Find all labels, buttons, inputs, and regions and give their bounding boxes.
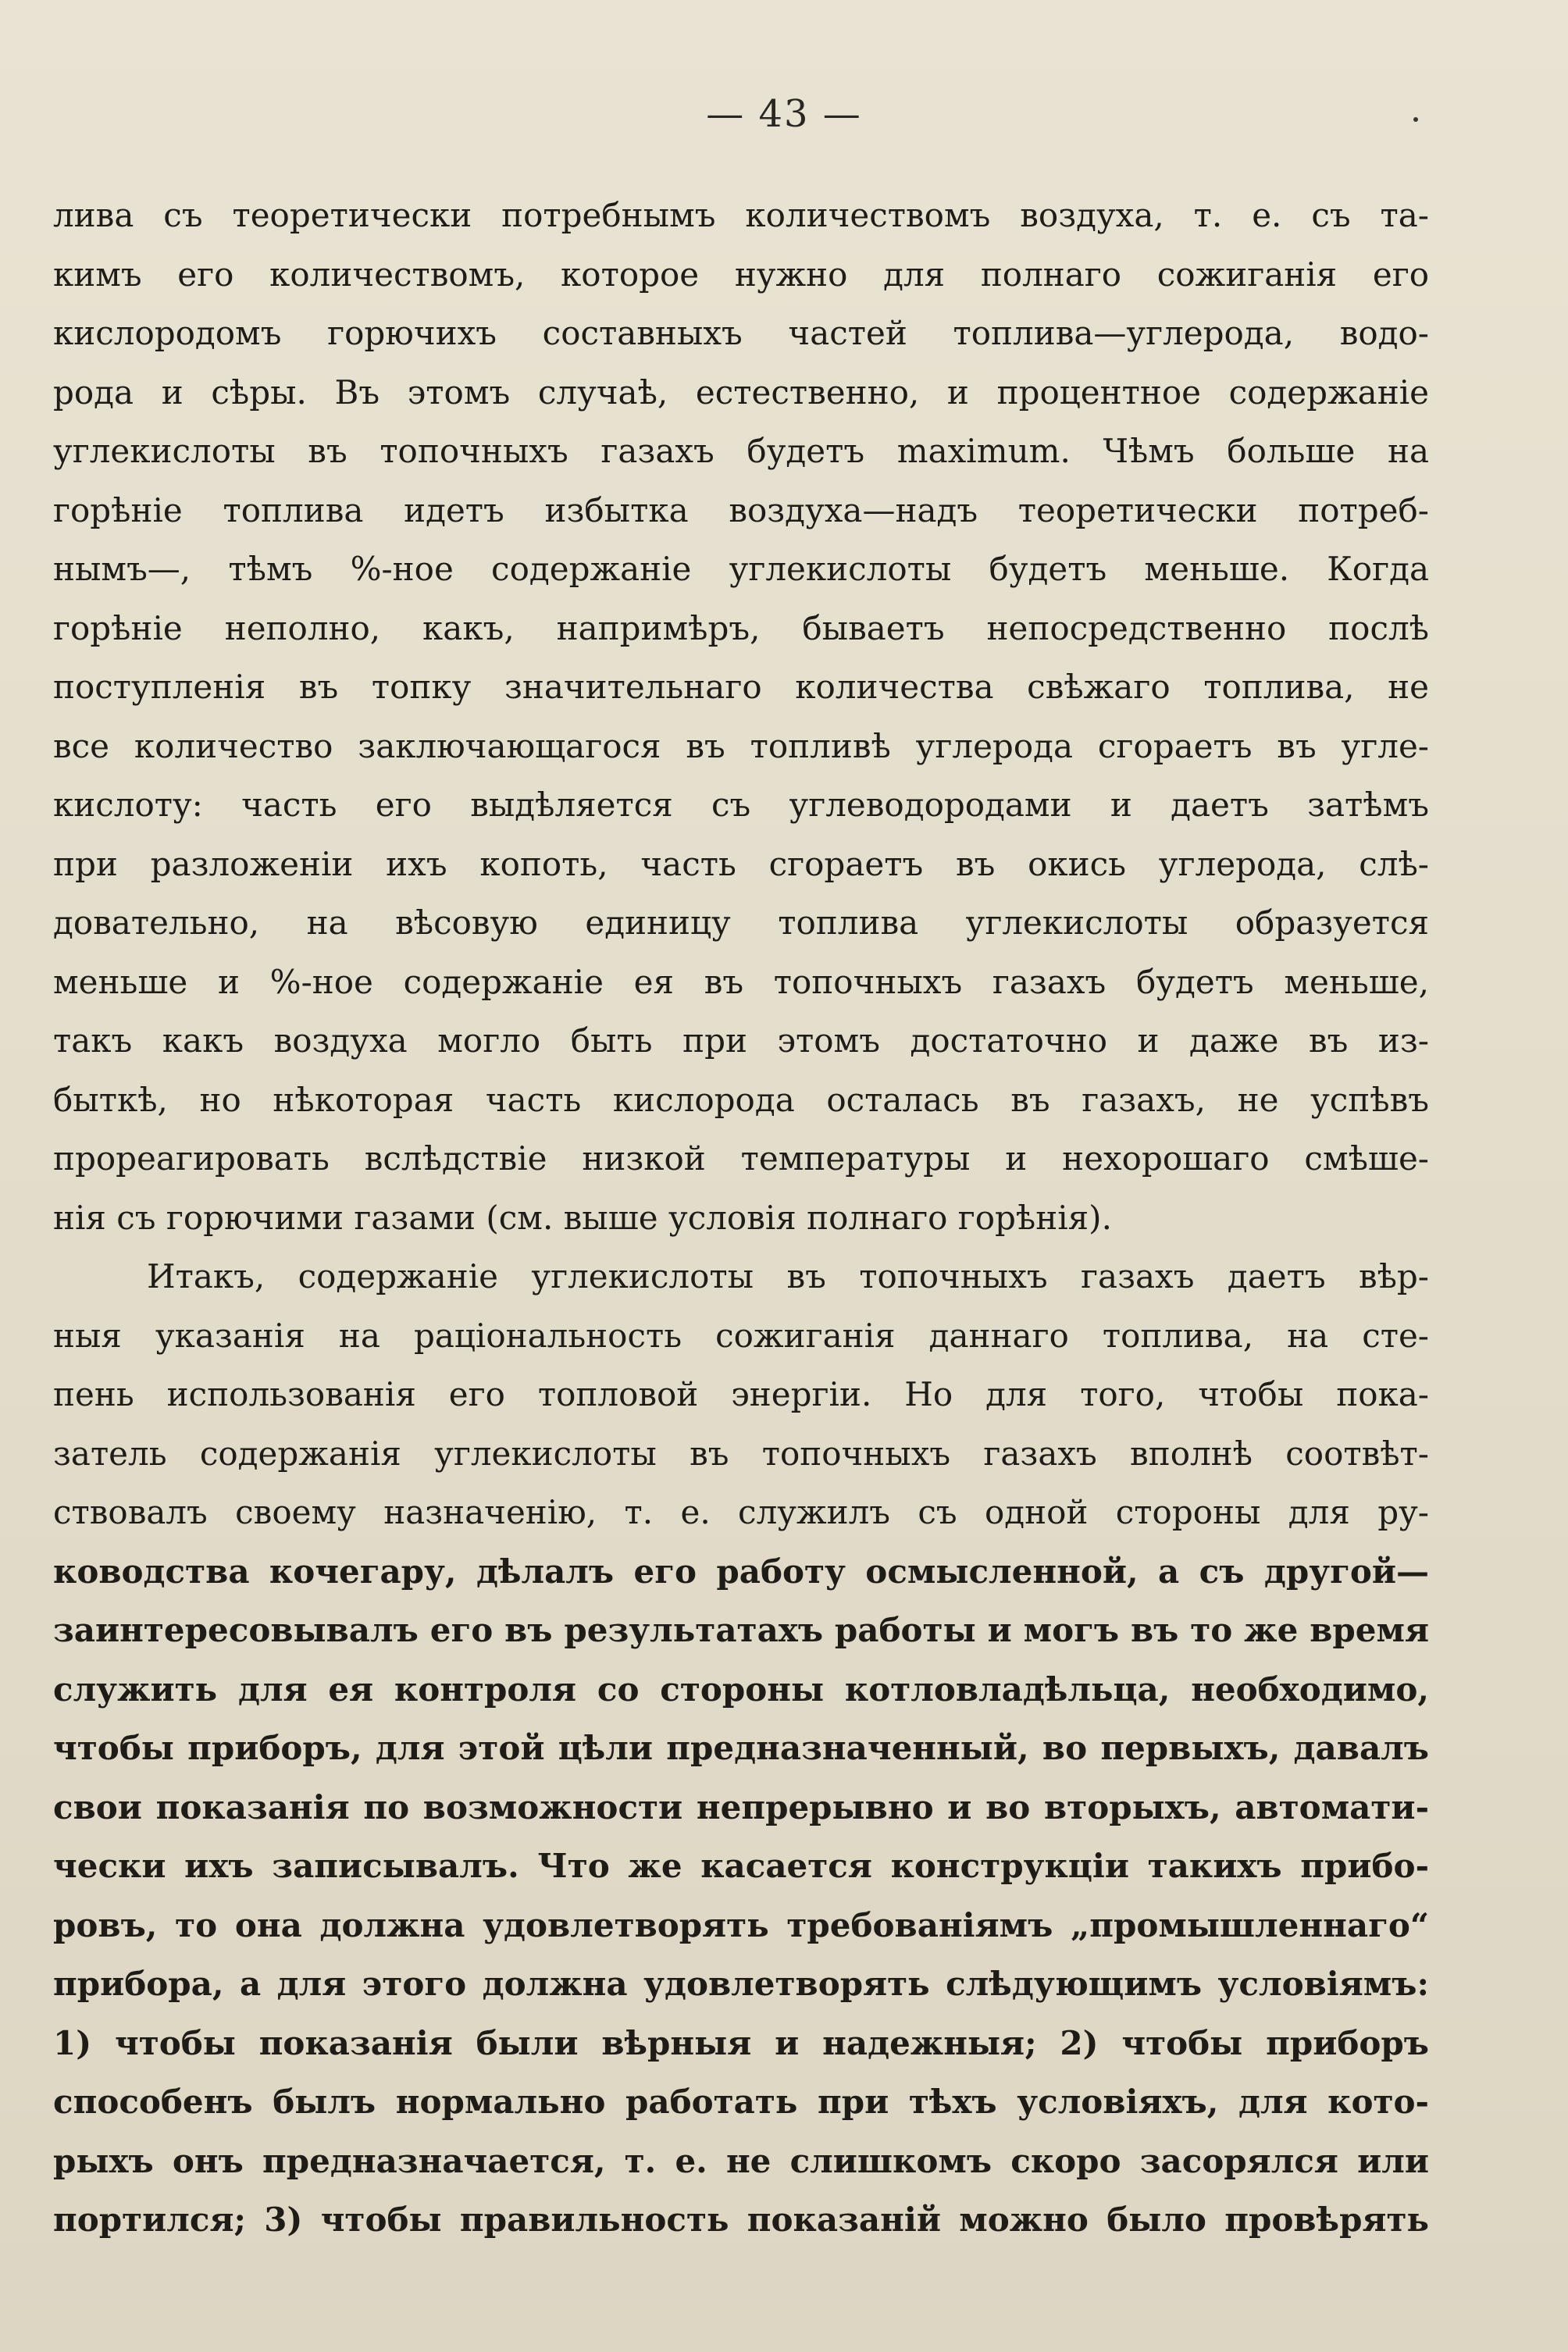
ink-speck <box>1413 117 1418 122</box>
text-line: чески ихъ записывалъ. Что же касается конструкціи такихъ прибо- <box>53 1847 1429 1885</box>
text-line: горѣніе топлива идетъ избытка воздуха—надъ теоретически потреб- <box>53 490 1429 529</box>
text-line: поступленія въ топку значительнаго количества свѣжаго топлива, не <box>53 668 1429 706</box>
text-line: кислородомъ горючихъ составныхъ частей топлива—углерода, водо- <box>53 314 1429 352</box>
text-line: кимъ его количествомъ, которое нужно для полнаго сожиганія его <box>53 255 1429 294</box>
text-line: прибора, а для этого должна удовлетворять слѣдующимъ условіямъ: <box>53 1965 1429 2003</box>
text-line: заинтересовывалъ его въ результатахъ работы и могъ въ то же время <box>53 1611 1429 1649</box>
paragraph-start-line: Итакъ, содержаніе углекислоты въ топочныхъ газахъ даетъ вѣр- <box>147 1257 1429 1295</box>
text-line: углекислоты въ топочныхъ газахъ будетъ maximum. Чѣмъ больше на <box>53 432 1429 470</box>
text-line: нымъ—, тѣмъ %-ное содержаніе углекислоты будетъ меньше. Когда <box>53 550 1429 588</box>
text-line: затель содержанія углекислоты въ топочныхъ газахъ вполнѣ соотвѣт- <box>53 1434 1429 1473</box>
text-line: быткѣ, но нѣкоторая часть кислорода осталась въ газахъ, не успѣвъ <box>53 1080 1429 1119</box>
text-line: ководства кочегару, дѣлалъ его работу осмысленной, а съ другой— <box>53 1552 1429 1591</box>
text-line: рода и сѣры. Въ этомъ случаѣ, естественно, и процентное содержаніе <box>53 372 1429 412</box>
text-line: рыхъ онъ предназначается, т. е. не слишкомъ скоро засорялся или <box>53 2141 1429 2180</box>
text-line: ныя указанія на раціональность сожиганія даннаго топлива, на сте- <box>53 1316 1429 1355</box>
text-line: пень использованія его топловой энергіи. Но для того, чтобы пока- <box>53 1375 1429 1413</box>
text-line: способенъ былъ нормально работать при тѣхъ условіяхъ, для кото- <box>53 2083 1429 2121</box>
text-line: лива съ теоретически потребнымъ количествомъ воздуха, т. е. съ та- <box>53 196 1429 234</box>
text-line: прореагировать вслѣдствіе низкой температуры и нехорошаго смѣше- <box>53 1139 1429 1178</box>
text-line: 1) чтобы показанія были вѣрныя и надежныя; 2) чтобы приборъ <box>53 2023 1429 2062</box>
text-line: свои показанія по возможности непрерывно и во вторыхъ, автомати- <box>53 1787 1429 1826</box>
text-line: такъ какъ воздуха могло быть при этомъ достаточно и даже въ из- <box>53 1021 1429 1060</box>
text-line: довательно, на вѣсовую единицу топлива углекислоты образуется <box>53 903 1429 942</box>
page-number: — 43 — <box>706 92 862 136</box>
text-line: служить для ея контроля со стороны котловладѣльца, необходимо, <box>53 1670 1429 1709</box>
body-text <box>53 186 1429 2250</box>
text-line: кислоту: часть его выдѣляется съ углеводородами и даетъ затѣмъ <box>53 786 1429 824</box>
text-line: меньше и %-ное содержаніе ея въ топочныхъ газахъ будетъ меньше, <box>53 962 1429 1001</box>
text-line: горѣніе неполно, какъ, напримѣръ, бываетъ непосредственно послѣ <box>53 608 1429 647</box>
text-line: портился; 3) чтобы правильность показаній можно было провѣрять <box>53 2201 1429 2239</box>
text-line: ровъ, то она должна удовлетворять требованіямъ „промышленнаго“ <box>53 1905 1429 1944</box>
text-line: все количество заключающагося въ топливѣ углерода сгораетъ въ угле- <box>53 726 1429 765</box>
text-line: чтобы приборъ, для этой цѣли предназначенный, во первыхъ, давалъ <box>53 1729 1429 1767</box>
paragraph-end-line: нія съ горючими газами (см. выше условія полнаго горѣнія). <box>53 1198 1112 1237</box>
text-line: ствовалъ своему назначенію, т. е. служилъ съ одной стороны для ру- <box>53 1493 1429 1531</box>
text-line: при разложеніи ихъ копоть, часть сгораетъ въ окись углерода, слѣ- <box>53 844 1429 883</box>
